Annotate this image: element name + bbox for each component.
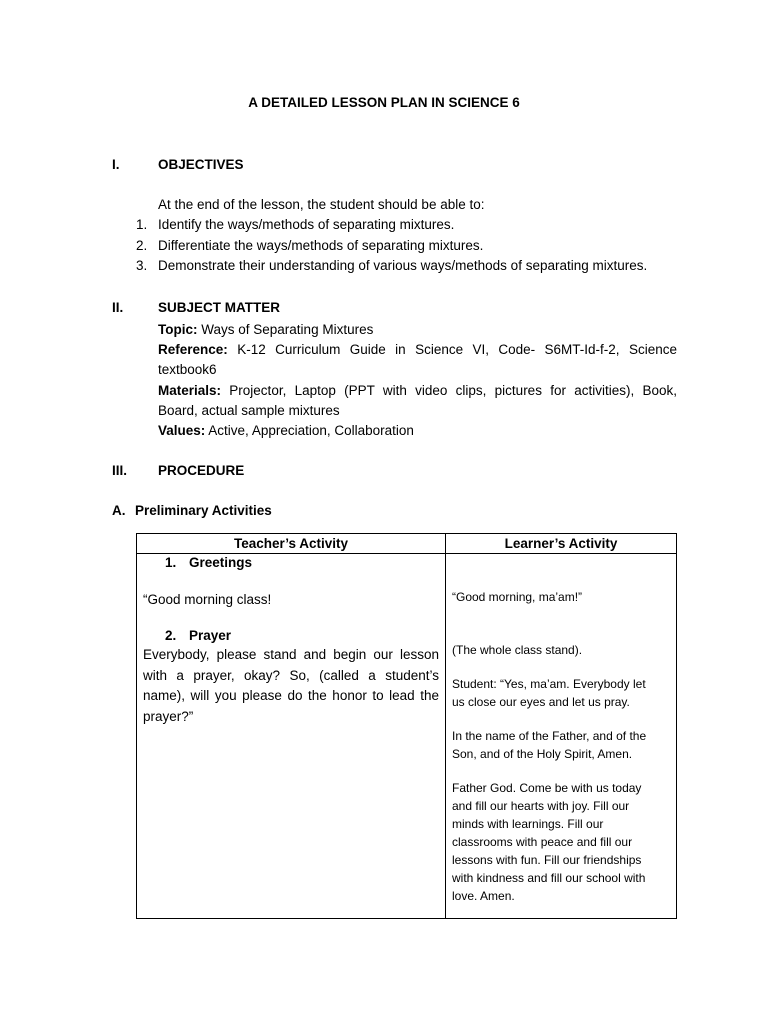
values-value: Active, Appreciation, Collaboration [208,423,414,438]
preliminary-heading: Preliminary Activities [135,503,272,518]
prayer-line: with a prayer, okay? So, (called a student’s [143,667,439,683]
materials-continuation: Board, actual sample mixtures [158,403,340,418]
prayer-response-line: and fill our hearts with joy. Fill our [452,799,630,813]
prayer-line: Everybody, please stand and begin our lesson [143,647,439,662]
objectives-heading: OBJECTIVES [158,157,244,172]
prayer-number: 2. [165,628,177,643]
document-title: A DETAILED LESSON PLAN IN SCIENCE 6 [248,95,520,110]
list-item-text: Demonstrate their understanding of various ways/methods of separating mixtures. [158,258,648,273]
values-line [158,421,414,441]
prayer-response-line: lessons with fun. Fill our friendships [452,853,642,867]
student-line: Student: “Yes, ma’am. Everybody let [452,677,646,691]
prayer-heading: Prayer [189,628,232,643]
prayer-response-line: Father God. Come be with us today [452,781,642,795]
sign-of-cross-line: Son, and of the Holy Spirit, Amen. [452,747,633,761]
prayer-response-line: love. Amen. [452,889,515,903]
materials-line [158,381,677,401]
prayer-response-line: minds with learnings. Fill our [452,817,604,831]
preliminary-letter: A. [112,503,126,518]
learner-activity-header: Learner’s Activity [504,536,618,551]
objectives-intro: At the end of the lesson, the student should be able to: [158,197,485,212]
greetings-heading: Greetings [189,555,253,570]
reference-continuation: textbook6 [158,362,217,377]
list-item-number: 1. [136,217,148,232]
materials-value: Projector, Laptop (PPT with video clips, pictures for activities), Book, [229,383,677,398]
reference-label: Reference: [158,342,228,357]
list-item-text: Identify the ways/methods of separating mixtures. [158,217,455,232]
class-stand: (The whole class stand). [452,643,583,657]
materials-label: Materials: [158,383,222,398]
list-item [136,215,647,236]
list-item [136,236,647,257]
table-column-divider [445,534,446,918]
subject-matter-heading: SUBJECT MATTER [158,300,281,315]
procedure-heading: PROCEDURE [158,463,245,478]
greetings-number: 1. [165,555,177,570]
objectives-list [136,215,648,277]
sign-of-cross-line: In the name of the Father, and of the [452,729,647,743]
subject-matter-numeral: II. [112,300,124,315]
activities-table [136,533,677,919]
greetings-text: “Good morning class! [143,592,272,607]
list-item-number: 3. [136,258,148,273]
teacher-activity-header: Teacher’s Activity [233,536,349,551]
list-item-text: Differentiate the ways/methods of separating mixtures. [158,237,484,253]
prayer-line: name), will you please do the honor to lead the [143,688,439,703]
greeting-reply: “Good morning, ma’am!” [452,590,583,604]
reference-value: K-12 Curriculum Guide in Science VI, Code- S6MT-Id-f-2, Science [237,342,677,357]
prayer-response-line: with kindness and fill our school with [452,871,646,885]
list-item [136,256,648,277]
student-line: us close our eyes and let us pray. [452,695,630,709]
objectives-numeral: I. [112,157,120,172]
topic-line [158,320,373,340]
prayer-line: prayer?” [143,708,194,724]
topic-label: Topic: [158,322,198,337]
procedure-numeral: III. [112,463,128,478]
values-label: Values: [158,423,206,438]
reference-line [158,340,677,360]
topic-value: Ways of Separating Mixtures [201,322,374,337]
list-item-number: 2. [136,237,148,253]
table-header-divider [137,553,676,554]
prayer-response-line: classrooms with peace and fill our [452,835,633,849]
